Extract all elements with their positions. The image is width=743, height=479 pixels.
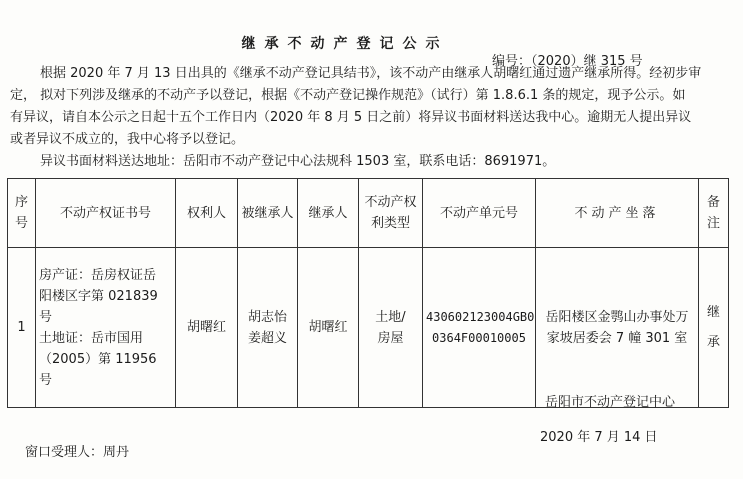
- header-unit-no: 不动产单元号: [423, 179, 536, 248]
- cell-heir: 胡曙红: [298, 248, 359, 408]
- unit-no-line: 430602123004GB0: [426, 309, 535, 324]
- table-row: [8, 248, 729, 408]
- cell-right-type: [359, 248, 423, 408]
- body-line-3: 有异议，请自本公示之日起十五个工作日内（2020 年 8 月 5 日之前）将异议书面材料送达我中心。逾期无人提出异议: [10, 110, 692, 125]
- issuer: 岳阳市不动产登记中心: [545, 395, 676, 410]
- body-line-1: 根据 2020 年 7 月 13 日出具的《继承不动产登记具结书》，该不动产由继承人胡曙红通过遗产继承所得。经初步审: [40, 66, 702, 81]
- header-right-type: 不动产权利类型: [359, 179, 423, 248]
- cell-location: [536, 248, 699, 408]
- objection-address: 异议书面材料送达地址：岳阳市不动产登记中心法规科 1503 室，联系电话：8691971。: [40, 154, 556, 169]
- cell-remark: 继承: [699, 248, 729, 408]
- header-cert-no: 不动产权证书号: [36, 179, 176, 248]
- decedent-name: 胡志怡: [247, 309, 287, 325]
- header-heir: 继承人: [298, 179, 359, 248]
- right-type-line: 土地/: [375, 309, 406, 325]
- issue-date: 2020 年 7 月 14 日: [540, 430, 658, 445]
- cell-cert-no: [36, 248, 176, 408]
- unit-no-line: 0364F00010005: [432, 330, 526, 345]
- location-line: 岳阳楼区金鹗山办事处万: [545, 309, 689, 325]
- cert-line: 土地证：岳市国用: [39, 330, 144, 346]
- location-line: 家坡居委会 7 幢 301 室: [546, 330, 688, 346]
- window-receiver: 窗口受理人：周丹: [25, 445, 130, 460]
- cert-line: 房产证：岳房权证岳: [39, 267, 157, 283]
- header-seq: 序号: [8, 179, 36, 248]
- page-title: 继承不动产登记公示: [241, 36, 449, 52]
- decedent-name: 姜超义: [247, 330, 287, 346]
- header-remark: 备注: [699, 179, 729, 248]
- cert-line: （2005）第 11956 号: [39, 351, 157, 388]
- body-line-2: 定， 拟对下列涉及继承的不动产予以登记，根据《不动产登记操作规范》（试行）第 1.8.6.1 条的规定，现予公示。如: [10, 88, 686, 103]
- property-table: [7, 178, 729, 408]
- document-number: 编号：（2020）继 315 号: [492, 54, 643, 69]
- cert-line: 阳楼区字第 021839: [39, 288, 158, 304]
- cell-unit-no: [423, 248, 536, 408]
- right-type-line: 房屋: [377, 330, 404, 346]
- cell-decedent: [238, 248, 298, 408]
- cell-owner: 胡曙红: [176, 248, 238, 408]
- header-location: 不动产坐落: [536, 179, 699, 248]
- cell-seq: 1: [8, 248, 36, 408]
- header-owner: 权利人: [176, 179, 238, 248]
- cert-line: 号: [39, 309, 53, 325]
- body-line-4: 或者异议不成立的，我中心将予以登记。: [10, 132, 245, 147]
- header-decedent: 被继承人: [238, 179, 298, 248]
- table-header-row: [8, 179, 729, 248]
